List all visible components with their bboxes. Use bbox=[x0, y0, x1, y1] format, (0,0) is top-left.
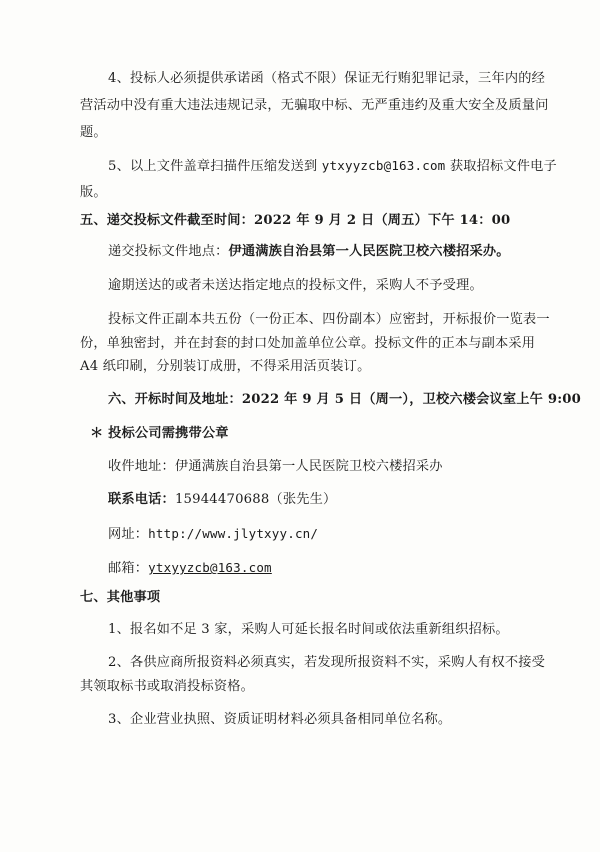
location-label: 递交投标文件地点： bbox=[108, 244, 229, 259]
section7-heading: 七、其他事项 bbox=[80, 590, 161, 605]
item5-line2: 版。 bbox=[80, 185, 107, 200]
item5-text-pre: 5、以上文件盖章扫描件压缩发送到 bbox=[108, 159, 322, 174]
section7-item1: 1、报名如不足 3 家，采购人可延长报名时间或依法重新组织招标。 bbox=[108, 622, 509, 637]
website-label: 网址： bbox=[108, 527, 149, 542]
location-value: 伊通满族自治县第一人民医院卫校六楼招采办。 bbox=[228, 244, 510, 259]
mail-link[interactable]: ytxyyzcb@163.com bbox=[148, 560, 272, 575]
section7-item2-line1: 2、各供应商所报资料必须真实，若发现所报资料不实，采购人有权不接受 bbox=[108, 655, 545, 670]
item4-line3: 题。 bbox=[80, 125, 107, 140]
mailbox bbox=[108, 559, 272, 578]
item5-email: ytxyyzcb@163.com bbox=[321, 158, 446, 173]
section5-copies-line2: 份，单独密封，并在封套的封口处加盖单位公章。投标文件的正本与副本采用 bbox=[80, 336, 536, 351]
item5-line1 bbox=[108, 157, 557, 176]
phone-label: 联系电话： bbox=[108, 492, 175, 507]
website bbox=[108, 525, 318, 544]
phone-value: 15944470688（张先生） bbox=[174, 492, 337, 507]
section7-item3: 3、企业营业执照、资质证明材料必须具备相同单位名称。 bbox=[108, 712, 452, 727]
section5-copies-line1: 投标文件正副本共五份（一份正本、四份副本）应密封，开标报价一览表一 bbox=[108, 312, 550, 327]
section5-late-note: 逾期送达的或者未送达指定地点的投标文件，采购人不予受理。 bbox=[108, 278, 483, 293]
section5-copies-line3: A4 纸印刷，分别装订成册，不得采用活页装订。 bbox=[80, 359, 371, 374]
section7-item2-line2: 其领取标书或取消投标资格。 bbox=[80, 679, 255, 694]
seal-note: ＊ 投标公司需携带公章 bbox=[90, 426, 229, 441]
item5-text-post: 获取招标文件电子 bbox=[445, 159, 557, 174]
receive-address: 收件地址：伊通满族自治县第一人民医院卫校六楼招采办 bbox=[108, 459, 443, 474]
section6-heading: 六、开标时间及地址：2022 年 9 月 5 日（周一），卫校六楼会议室上午 9:00 bbox=[108, 392, 582, 407]
website-link[interactable]: http://www.jlytxyy.cn/ bbox=[148, 526, 319, 541]
item4-line1: 4、投标人必须提供承诺函（格式不限）保证无行贿犯罪记录，三年内的经 bbox=[108, 71, 545, 86]
mail-label: 邮箱： bbox=[108, 561, 149, 576]
item4-line2: 营活动中没有重大违法违规记录，无骗取中标、无严重违约及重大安全及质量问 bbox=[80, 98, 549, 113]
section5-heading: 五、递交投标文件截至时间：2022 年 9 月 2 日（周五）下午 14：00 bbox=[80, 213, 511, 228]
contact-phone bbox=[108, 491, 336, 509]
section5-location bbox=[108, 243, 510, 261]
